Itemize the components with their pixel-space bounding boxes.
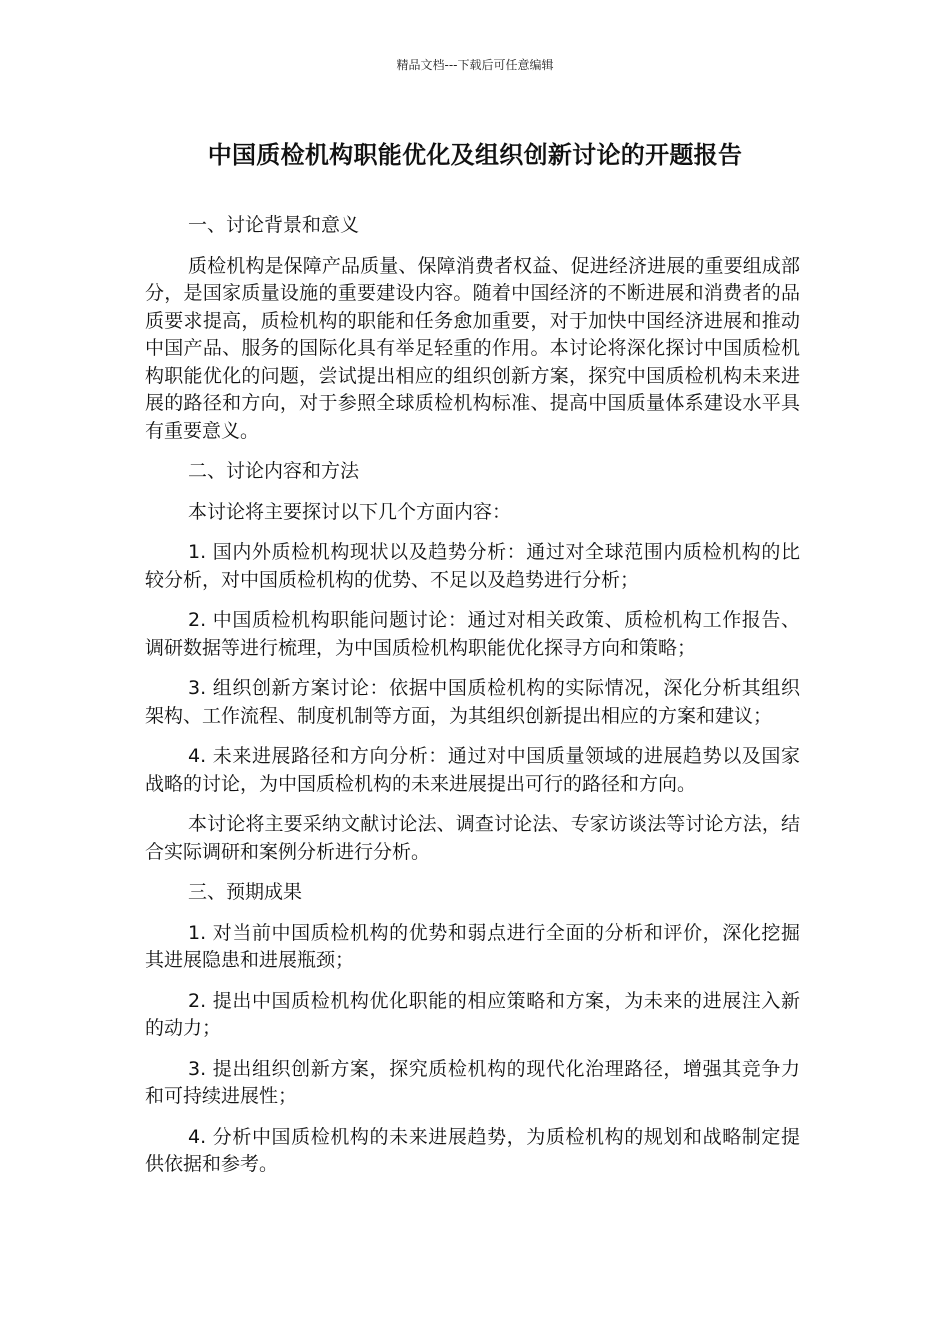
section-heading-content-method: 二、讨论内容和方法	[188, 460, 360, 482]
list-item-content-2: 2. 中国质检机构职能问题讨论：通过对相关政策、质检机构工作报告、调研数据等进行梳理，为中国质检机构职能优化探寻方向和策略；	[145, 609, 800, 659]
section-heading-expected-results: 三、预期成果	[188, 881, 303, 903]
document-title: 中国质检机构职能优化及组织创新讨论的开题报告	[207, 141, 743, 169]
list-item-content-3: 3. 组织创新方案讨论：依据中国质检机构的实际情况，深化分析其组织架构、工作流程、制度机制等方面，为其组织创新提出相应的方案和建议；	[145, 677, 800, 727]
page-header: 精品文档---下载后可任意编辑	[396, 58, 554, 72]
list-item-result-1: 1. 对当前中国质检机构的优势和弱点进行全面的分析和评价，深化挖掘其进展隐患和进展瓶颈；	[145, 921, 800, 971]
section-heading-background: 一、讨论背景和意义	[188, 214, 360, 236]
list-item-content-1: 1. 国内外质检机构现状以及趋势分析：通过对全球范围内质检机构的比较分析，对中国质检机构的优势、不足以及趋势进行分析；	[145, 541, 800, 591]
paragraph-method: 本讨论将主要采纳文献讨论法、调查讨论法、专家访谈法等讨论方法，结合实际调研和案例分析进行分析。	[145, 813, 800, 863]
paragraph-background: 质检机构是保障产品质量、保障消费者权益、促进经济进展的重要组成部分，是国家质量设施的重要建设内容。随着中国经济的不断进展和消费者的品质要求提高，质检机构的职能和任务愈加重要，对于加快中国经济进展和推动中国产品、服务的国际化具有举足轻重的作用。本讨论将深化探讨中国质检机构职能优化的问题，尝试提出相应的组织创新方案，探究中国质检机构未来进展的路径和方向，对于参照全球质检机构标准、提高中国质量体系建设水平具有重要意义。	[145, 254, 800, 442]
paragraph-content-intro: 本讨论将主要探讨以下几个方面内容：	[188, 500, 512, 523]
document-body	[145, 212, 800, 1192]
list-item-result-3: 3. 提出组织创新方案，探究质检机构的现代化治理路径，增强其竞争力和可持续进展性；	[145, 1057, 800, 1107]
list-item-content-4: 4. 未来进展路径和方向分析：通过对中国质量领域的进展趋势以及国家战略的讨论，为中国质检机构的未来进展提出可行的路径和方向。	[145, 745, 800, 795]
list-item-result-4: 4. 分析中国质检机构的未来进展趋势，为质检机构的规划和战略制定提供依据和参考。	[145, 1125, 800, 1175]
list-item-result-2: 2. 提出中国质检机构优化职能的相应策略和方案，为未来的进展注入新的动力；	[145, 989, 800, 1039]
